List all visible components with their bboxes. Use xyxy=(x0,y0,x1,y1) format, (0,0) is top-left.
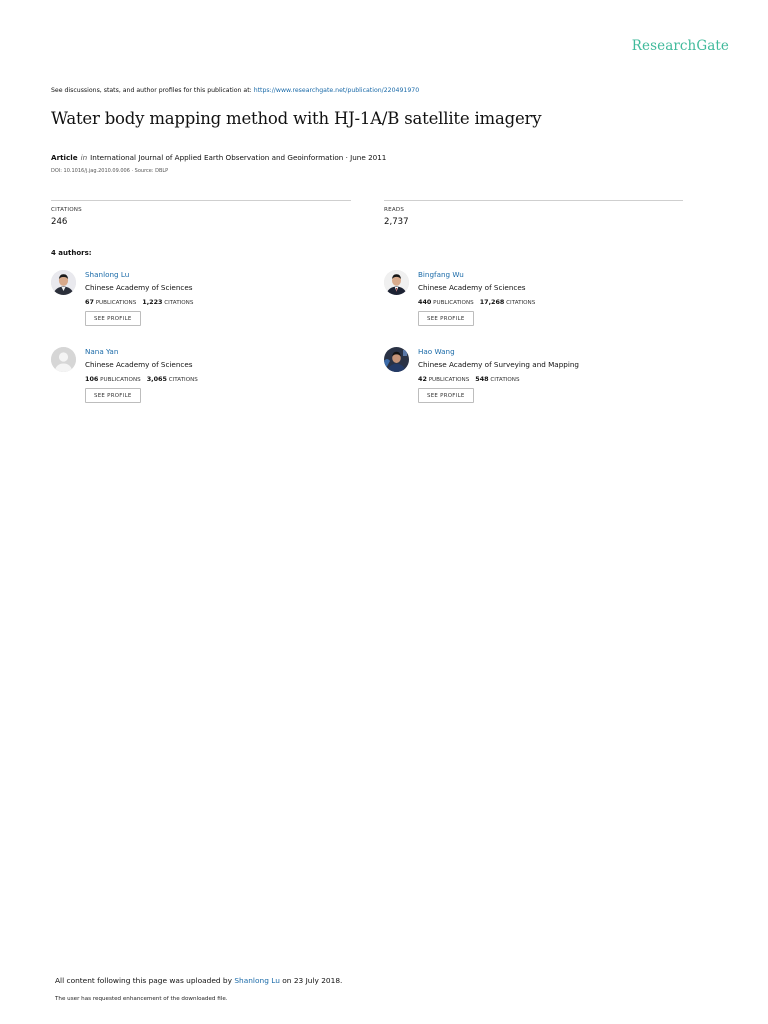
doi-source: DOI: 10.1016/j.jag.2010.09.006 · Source: DBLP xyxy=(51,168,169,174)
citations-label: CITATIONS xyxy=(51,207,82,213)
enhancement-note: The user has requested enhancement of the downloaded file. xyxy=(55,996,228,1002)
author-citations-count: 3,065 xyxy=(146,375,167,383)
see-profile-button[interactable]: SEE PROFILE xyxy=(85,388,141,403)
publications-count: 106 xyxy=(85,375,99,383)
author-stats xyxy=(85,298,193,306)
see-profile-button[interactable]: SEE PROFILE xyxy=(418,311,474,326)
upload-suffix: on 23 July 2018. xyxy=(282,976,343,985)
author-citations-label: CITATIONS xyxy=(490,377,520,383)
author-stats xyxy=(418,298,535,306)
avatar[interactable] xyxy=(51,270,76,295)
article-type: Article xyxy=(51,153,78,162)
author-institution: Chinese Academy of Sciences xyxy=(418,283,526,292)
author-stats xyxy=(85,375,198,383)
author-institution: Chinese Academy of Surveying and Mapping xyxy=(418,360,579,369)
publications-count: 440 xyxy=(418,298,432,306)
article-meta xyxy=(51,153,386,162)
author-name[interactable]: Bingfang Wu xyxy=(418,270,464,279)
journal-date: International Journal of Applied Earth Observation and Geoinformation · June 2011 xyxy=(90,153,387,162)
citations-divider xyxy=(51,200,351,201)
author-card xyxy=(384,270,684,340)
upload-prefix: All content following this page was uploaded by xyxy=(55,976,232,985)
publication-link[interactable]: https://www.researchgate.net/publication/220491970 xyxy=(253,87,420,94)
reads-label: READS xyxy=(384,207,405,213)
publications-label: PUBLICATIONS xyxy=(433,300,474,306)
see-profile-button[interactable]: SEE PROFILE xyxy=(418,388,474,403)
publications-label: PUBLICATIONS xyxy=(95,300,137,306)
authors-heading: 4 authors: xyxy=(51,249,92,257)
researchgate-logo[interactable]: ResearchGate xyxy=(631,38,729,54)
author-name[interactable]: Hao Wang xyxy=(418,347,455,356)
author-card xyxy=(51,270,351,340)
discussion-prefix: See discussions, stats, and author profiles for this publication at: xyxy=(51,87,252,94)
uploader-link[interactable]: Shanlong Lu xyxy=(234,976,280,985)
reads-divider xyxy=(384,200,683,201)
author-institution: Chinese Academy of Sciences xyxy=(85,360,193,369)
article-title: Water body mapping method with HJ-1A/B satellite imagery xyxy=(51,109,542,128)
author-citations-count: 17,268 xyxy=(479,298,505,306)
author-name[interactable]: Shanlong Lu xyxy=(85,270,130,279)
author-citations-label: CITATIONS xyxy=(506,300,536,306)
author-stats xyxy=(418,375,520,383)
publications-label: PUBLICATIONS xyxy=(100,377,141,383)
publications-count: 67 xyxy=(85,298,94,306)
upload-note xyxy=(55,976,342,985)
reads-count: 2,737 xyxy=(384,217,409,227)
author-citations-label: CITATIONS xyxy=(164,300,194,306)
see-profile-button[interactable]: SEE PROFILE xyxy=(85,311,141,326)
author-institution: Chinese Academy of Sciences xyxy=(85,283,193,292)
author-citations-count: 548 xyxy=(475,375,489,383)
avatar-placeholder[interactable] xyxy=(51,347,76,372)
author-card xyxy=(384,347,684,417)
citations-count: 246 xyxy=(51,217,68,227)
avatar[interactable] xyxy=(384,270,409,295)
avatar[interactable] xyxy=(384,347,409,372)
author-card xyxy=(51,347,351,417)
author-citations-label: CITATIONS xyxy=(168,377,198,383)
in-word: in xyxy=(80,153,88,162)
publications-count: 42 xyxy=(418,375,427,383)
author-citations-count: 1,223 xyxy=(142,298,163,306)
discussion-line xyxy=(51,87,419,94)
publications-label: PUBLICATIONS xyxy=(428,377,470,383)
author-name[interactable]: Nana Yan xyxy=(85,347,119,356)
